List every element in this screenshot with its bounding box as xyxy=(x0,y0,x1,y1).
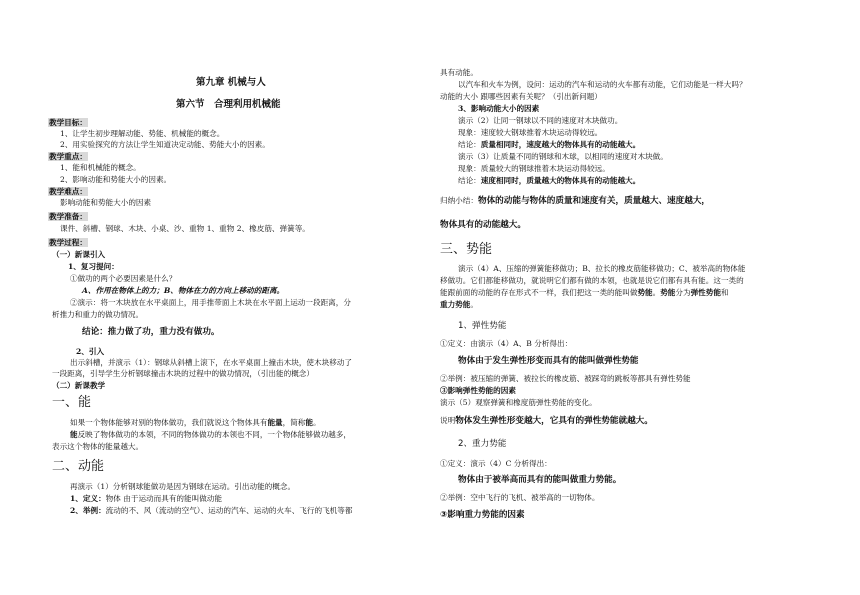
text-line: 现象：质量较大的钢球推着木块运动得较远。 xyxy=(458,164,610,173)
elastic-explanation: 说明物体发生弹性形变越大，它具有的弹性势能就越大。 xyxy=(440,416,653,426)
elastic-definition-bold: 物体由于发生弹性形变而具有的能叫做弹性势能 xyxy=(458,356,639,366)
review-answer: A、作用在物体上的力；B、物体在力的方向上移动的距离。 xyxy=(82,286,285,295)
kinetic-heading: 二、动能 xyxy=(52,459,105,474)
prep-text: 课件、斜槽、钢球、木块、小桌、沙、重物 1、重物 2、橡皮筋、弹簧等。 xyxy=(60,224,310,233)
review-title: 1、复习提问： xyxy=(68,262,119,271)
intro-title: （一）新课引入 xyxy=(52,250,106,259)
gravity-factor: ③影响重力势能的因素 xyxy=(440,510,525,520)
elastic-factor: ③影响弹性势能的因素 xyxy=(440,386,516,395)
kinetic-definition: 1、定义：物体 由于运动而具有的能叫做动能 xyxy=(70,494,222,503)
goal-item: 1、让学生初步理解动能、势能、机械能的概念。 xyxy=(60,129,225,138)
text-line: 动能的大小 跟哪些因素有关呢？（引出新问题） xyxy=(440,92,602,101)
lead-line: 一段距离，引导学生分析钢球撞击木块的过程中的做功情况，（引出能的概念） xyxy=(52,369,314,378)
gravity-example: ②举例：空中飞行的飞机、被举高的一切物体。 xyxy=(440,493,600,502)
goal-item: 2、用实验探究的方法让学生知道决定动能、势能大小的因素。 xyxy=(60,140,270,149)
elastic-title: 1、弹性势能 xyxy=(458,321,507,331)
conclusion-line: 结论：速度相同时，质量越大的物体具有的动能越大。 xyxy=(458,176,641,185)
summary-line: 物体具有的动能越大。 xyxy=(440,220,526,230)
gravity-definition: ①定义：演示（4）C 分析得出： xyxy=(440,459,552,468)
new-lesson-title: （二）新课教学 xyxy=(52,381,106,390)
process-label: 教学过程： xyxy=(49,238,87,247)
key-item: 1、能和机械能的概念。 xyxy=(60,163,141,172)
text-line: 移做功。它们都能移做功，就说明它们都有做的本领，也就是说它们都有具有能。这一类的 xyxy=(440,276,744,285)
difficulty-text: 影响动能和势能大小的因素 xyxy=(60,198,152,207)
energy-explanation: 表示这个物体的能量越大。 xyxy=(52,442,144,451)
text-line: 以汽车和火车为例，设问：运动的汽车和运动的火车都有动能，它们动能是一样大吗？ xyxy=(458,80,747,89)
text-line: 具有动能。 xyxy=(440,68,478,77)
conclusion: 结论：推力做了功，重力没有做功。 xyxy=(82,327,220,337)
key-item: 2、影响动能和势能大小的因素。 xyxy=(60,175,172,184)
gravity-definition-bold: 物体由于被举高而具有的能叫做重力势能。 xyxy=(458,475,622,485)
kinetic-demo: 再演示（1）分析钢球能做功是因为钢球在运动。引出动能的概念。 xyxy=(70,482,296,491)
text-line: 演示（2）让同一钢球以不同的速度对木块做功。 xyxy=(458,116,623,125)
conclusion-line: 结论：质量相同时，速度越大的物体具有的动能越大。 xyxy=(458,140,641,149)
text-line: 演示（4）A、压缩的弹簧能移做功；B、拉长的橡皮筋能移做功；C、被举高的物体能 xyxy=(458,264,746,273)
gravity-title: 2、重力势能 xyxy=(458,439,507,449)
energy-explanation: 能反映了物体做功的本领，不同的物体做功的本领也不同，一个物体能够做功越多， xyxy=(70,430,351,439)
factors-title: 3、影响动能大小的因素 xyxy=(458,104,540,113)
text-line: 能跟前面的动能的存在形式不一样，我们把这一类的能叫做势能。势能分为弹性势能和 xyxy=(440,288,729,297)
text-line: 演示（3）让质量不同的钢球和木球，以相同的速度对木块做。 xyxy=(458,152,668,161)
demo2-line: 析推力和重力的做功情况。 xyxy=(52,310,144,319)
chapter-title: 第九章 机械与人 xyxy=(196,77,266,88)
potential-heading: 三、势能 xyxy=(440,242,493,257)
prep-label: 教学准备： xyxy=(49,212,87,221)
difficulty-label: 教学难点： xyxy=(49,187,87,196)
demo2-line: ②演示：将一木块放在水平桌面上，用手推带面上木块在水平面上运动一段距离，分 xyxy=(70,298,351,307)
text-line: 重力势能。 xyxy=(440,300,478,309)
lead-line: 出示斜槽，并演示（1）：钢球从斜槽上滚下，在水平桌面上撞击木块，使木块移动了 xyxy=(70,358,352,367)
energy-definition: 如果一个物体能够对别的物体做功，我们就说这个物体具有能量，简称能。 xyxy=(70,418,321,427)
goals-label: 教学目标： xyxy=(49,118,87,127)
energy-heading: 一、能 xyxy=(52,395,92,410)
text-line: 现象：速度较大钢球推着木块运动得较远。 xyxy=(458,128,603,137)
elastic-example: ②举例：被压缩的弹簧、被拉长的橡皮筋、被踩弯的跳板等都具有弹性势能 xyxy=(440,374,691,383)
kinetic-example: 2、举例：流动的不、风（流动的空气）、运动的汽车、运动的火车、飞行的飞机等都 xyxy=(70,506,353,515)
lead-title: 2、引入 xyxy=(76,347,105,356)
elastic-demo: 演示（5）观察弹簧和橡度筋弹性势能的变化。 xyxy=(440,398,597,407)
section-title: 第六节 合理利用机械能 xyxy=(176,99,281,110)
summary-line: 归纳小结：物体的动能与物体的质量和速度有关，质量越大、速度越大， xyxy=(440,196,711,206)
review-question: ①做功的两个必要因素是什么？ xyxy=(70,274,177,283)
key-points-label: 教学重点： xyxy=(49,152,87,161)
elastic-definition: ①定义：由演示（4）A、B 分析得出： xyxy=(440,339,573,348)
